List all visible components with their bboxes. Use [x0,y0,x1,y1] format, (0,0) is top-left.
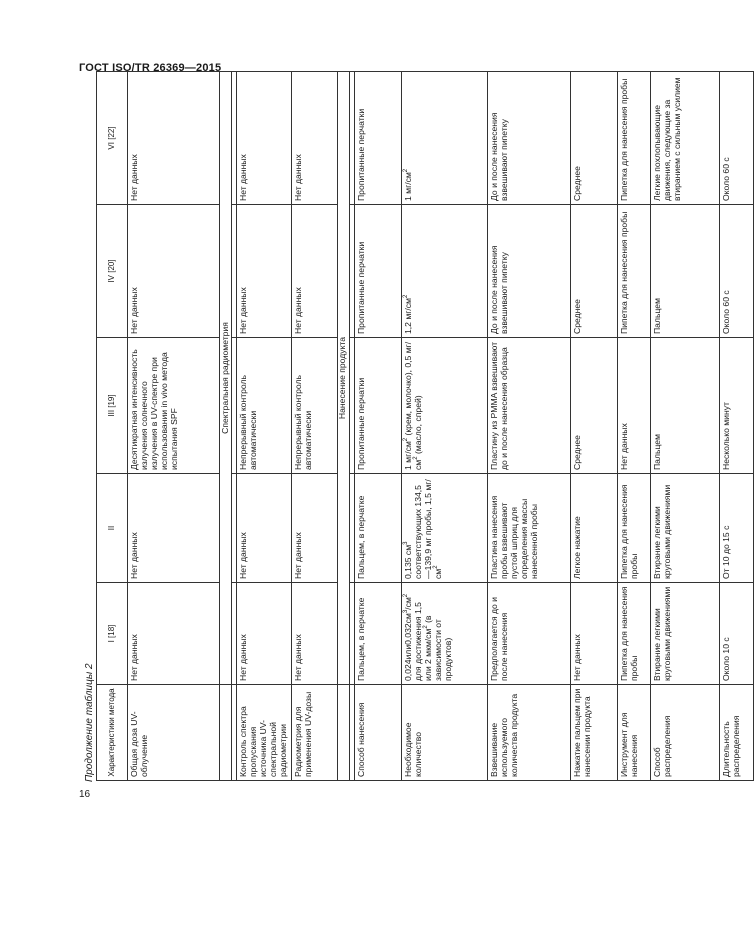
table-cell: До и после нанесения взвешивают пипетку [487,72,570,205]
table-cell: Нет данных [237,72,292,205]
table-cell: Около 60 с [719,205,753,338]
table-row [719,72,753,781]
header-method-3: III [19] [97,338,128,474]
table-cell: Пропитанные перчатки [354,338,401,474]
header-method-2: II [97,474,128,583]
superscript: 2 [432,565,439,569]
table-cell: Нет данных [237,583,292,685]
table-cell: Непрерывный контроль автоматически [291,338,337,474]
cell-text: 0,024или0,032см [402,613,413,681]
table-cell: Пипетка для нанесения пробы [617,72,650,205]
table-cell: Пропитанные перчатки [354,205,401,338]
table-row [617,72,650,781]
header-method-4: IV [20] [97,205,128,338]
table-row [570,72,617,781]
table-cell: Пластина нанесения пробы взвешивают пустой шприц для определения массы нанесенной пробы [487,474,570,583]
row-label: Способ нанесения [354,685,401,781]
document-title: ГОСТ ISO/TR 26369—2015 [79,62,222,74]
cell-text: (в зависимости от продуктов) [422,615,453,681]
cell-text: 1 мг/см [402,172,413,201]
table-cell [401,72,487,205]
table-cell [401,474,487,583]
row-label: Длительность распределения [719,685,753,781]
table-cell: Легкие похлопывающие движения, следующие за втиранием с сильным усилием [650,72,719,205]
cell-text: 1,2 мг/см [402,298,413,334]
table-row [650,72,719,781]
header-characteristics: Характеристики метода [97,685,128,781]
cell-text: для достижения 1,5 или 2 мкм/см [412,602,433,681]
table-row [401,72,487,781]
table-cell [401,583,487,685]
row-label: Инструмент для нанесения [617,685,650,781]
cell-text: (масло, спрей) [412,395,423,457]
cell-text: 1 мг/см [402,441,413,470]
table-cell [401,338,487,474]
row-label: Общая доза UV-облучение [128,685,220,781]
header-method-1: I [18] [97,583,128,685]
row-label: Необходимое количество [401,685,487,781]
table-cell: Нет данных [128,474,220,583]
superscript: 2 [402,593,409,598]
section-row [337,72,349,781]
cell-text: 0,135 см [402,544,413,579]
table-cell: Пипетка для нанесения пробы [617,474,650,583]
cell-text: соответствующих 134,5—139,9 мг пробы, 1,5 мг/см [412,479,443,579]
superscript: 2 [402,168,409,173]
table-cell: Непрерывный контроль автоматически [237,338,292,474]
table-row [354,72,401,781]
table-cell: Нет данных [237,474,292,583]
row-label: Радиометрия для применения UV-дозы [291,685,337,781]
table-cell: Около 60 с [719,72,753,205]
header-method-6: VI [22] [97,72,128,205]
table-cell: Несколько минут [719,338,753,474]
rotated-table-block [84,71,741,782]
cell-text: (крем, молочко), 0,5 мг/см [402,341,423,470]
table-cell: Нет данных [237,205,292,338]
table-cell: Нет данных [128,72,220,205]
table-header-row [97,72,128,781]
table-cell: Нет данных [291,583,337,685]
row-label: Нажатие пальцем при нанесении продукта [570,685,617,781]
section-title-application: Нанесение продукта [337,72,349,685]
comparison-table [96,71,754,781]
table-row [487,72,570,781]
table-cell: Пипетка для нанесения пробы [617,205,650,338]
table-row [237,72,292,781]
table-cell: Нет данных [570,583,617,685]
table-cell: Пальцем, в перчатке [354,474,401,583]
table-cell: Втирание легкими круговыми движениями [650,474,719,583]
section-spacer [337,685,349,781]
superscript: 3 [402,609,409,614]
table-cell: Десятикратная интенсивность излучения солнечного излучения в UV-спектре при использовании in vivo метода испытания SPF [128,338,220,474]
table-cell: Пальцем [650,205,719,338]
table-cell: Предполагается до и после нанесения [487,583,570,685]
row-label: Способ распределения [650,685,719,781]
superscript: 2 [412,456,419,460]
table-row [291,72,337,781]
table-cell: До и после нанесения взвешивают пипетку [487,205,570,338]
page-number: 16 [79,789,91,800]
table-cell: Нет данных [128,583,220,685]
table-cell: Втирание легкими круговыми движениями [650,583,719,685]
section-row [220,72,232,781]
table-cell: Пипетка для нанесения пробы [617,583,650,685]
row-label: Взвешивание используемого количества продукта [487,685,570,781]
superscript: 2 [422,625,429,629]
superscript: 3 [402,541,409,545]
table-cell: Нет данных [128,205,220,338]
table-cell: Нет данных [291,72,337,205]
table-row [128,72,220,781]
table-cell: Пальцем [650,338,719,474]
row-label: Контроль спектра пропускания источника UV-спектральной радиометрии [237,685,292,781]
section-title-radiometry: Спектральная радиометрия [220,72,232,685]
superscript: 2 [402,437,409,442]
table-cell: Пропитанные перчатки [354,72,401,205]
table-cell: Нет данных [291,205,337,338]
table-cell: Среднее [570,72,617,205]
table-cell: Нет данных [291,474,337,583]
table-cell: Около 10 с [719,583,753,685]
table-cell: Пальцем, в перчатке [354,583,401,685]
table-cell: Легкое нажатие [570,474,617,583]
table-cell: Среднее [570,338,617,474]
section-spacer [220,685,232,781]
table-cell: От 10 до 15 с [719,474,753,583]
table-cell: Нет данных [617,338,650,474]
table-cell: Среднее [570,205,617,338]
table-cell: Пластину из PMMA взвешивают до и после нанесения образца [487,338,570,474]
table-cell [401,205,487,338]
cell-text: /см [402,597,413,610]
superscript: 2 [402,294,409,299]
table-caption: Продолжение таблицы 2 [84,663,95,782]
